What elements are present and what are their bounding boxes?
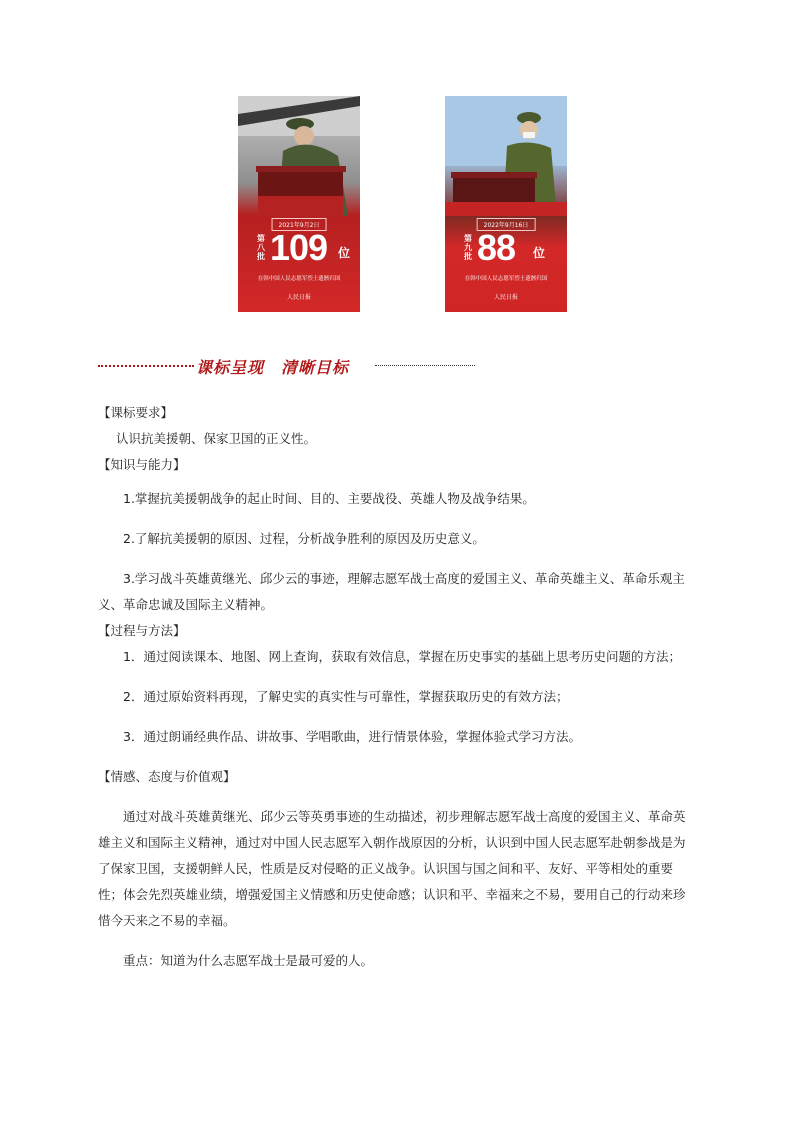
knowledge-item-2: 2.了解抗美援朝的原因、过程，分析战争胜利的原因及历史意义。 (123, 531, 485, 546)
key-point: 重点：知道为什么志愿军战士是最可爱的人。 (123, 953, 374, 968)
curriculum-text: 认识抗美援朝、保家卫国的正义性。 (116, 431, 317, 446)
process-item-1: 1．通过阅读课本、地图、网上查询，获取有效信息，掌握在历史事实的基础上思考历史问题的方法； (123, 649, 681, 664)
knowledge-item-3: 3.学习战斗英雄黄继光、邱少云的事迹，理解志愿军战士高度的爱国主义、革命英雄主义、革命乐观主义、革命忠诚及国际主义精神。 (98, 571, 685, 612)
poster-unit: 位 (533, 246, 546, 260)
soldier-photo (445, 96, 567, 216)
poster-batch: 第八批 (257, 234, 265, 261)
dotted-divider-right (375, 365, 475, 366)
poster-unit: 位 (338, 246, 351, 260)
poster-batch: 第九批 (464, 234, 472, 261)
emotion-text: 通过对战斗英雄黄继光、邱少云等英勇事迹的生动描述，初步理解志愿军战士高度的爱国主义、革命英雄主义和国际主义精神，通过对中国人民志愿军入朝作战原因的分析，认识到中国人民志愿军赴朝参战是为了保家卫国，支援朝鲜人民，性质是反对侵略的正义战争。认识国与国之间和平、友好、平等相处的重要性；体会先烈英雄业绩，增强爱国主义情感和历史使命感；认识和平、幸福来之不易，要用自己的行动来珍惜今天来之不易的幸福。 (98, 809, 686, 928)
poster-logo: 人民日报 (286, 294, 312, 301)
process-item-2: 2．通过原始资料再现，了解史实的真实性与可靠性，掌握获取历史的有效方法； (123, 689, 569, 704)
heading-curriculum: 【课标要求】 (98, 405, 174, 420)
poster-image-2021 (238, 96, 360, 312)
poster-logo: 人民日报 (493, 294, 519, 301)
poster-number: 109 (270, 227, 328, 268)
poster-caption: 在韩中国人民志愿军烈士遗骸归国 (464, 276, 548, 282)
process-item-3: 3．通过朗诵经典作品、讲故事、学唱歌曲，进行情景体验，掌握体验式学习方法。 (123, 729, 581, 744)
poster-date: 2021年9月2日 (272, 218, 327, 231)
poster-number: 88 (477, 227, 516, 268)
section-header (98, 357, 498, 377)
poster-date: 2022年9月16日 (477, 218, 536, 231)
heading-emotion: 【情感、态度与价值观】 (98, 769, 236, 784)
heading-knowledge: 【知识与能力】 (98, 457, 186, 472)
lesson-objectives (98, 400, 696, 974)
soldier-photo (238, 96, 360, 216)
dotted-divider-left (98, 365, 194, 367)
section-title: 课标呈现 清晰目标 (196, 358, 350, 377)
knowledge-item-1: 1.掌握抗美援朝战争的起止时间、目的、主要战役、英雄人物及战争结果。 (123, 491, 535, 506)
poster-image-2022 (445, 96, 567, 312)
heading-process: 【过程与方法】 (98, 623, 186, 638)
poster-caption: 在韩中国人民志愿军烈士遗骸归国 (257, 276, 341, 282)
